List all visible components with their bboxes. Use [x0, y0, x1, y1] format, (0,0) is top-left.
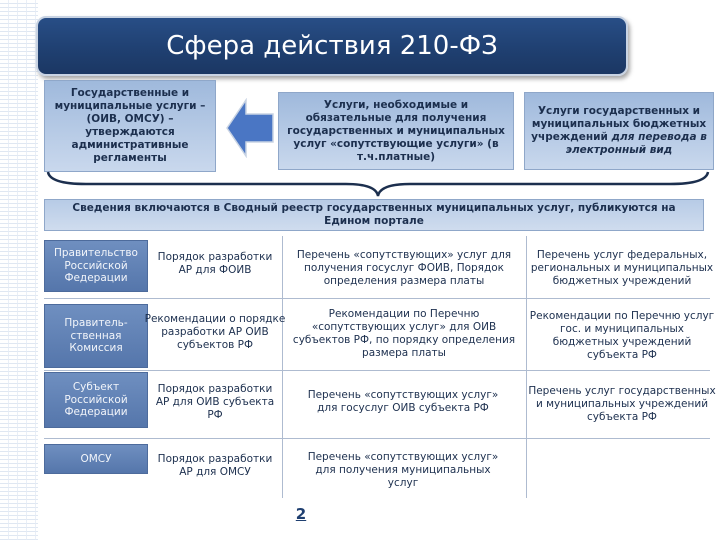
table-divider — [44, 298, 710, 299]
row-label-government: Правительство Российской Федерации — [44, 240, 148, 292]
cell-accompanying-list: Перечень «сопутствующих услуг» для госуслуг ОИВ субъекта РФ — [307, 389, 499, 414]
cell-budget-services: Рекомендации по Перечню услуг гос. и муниципальных бюджетных учреждений субъекта РФ — [529, 310, 715, 361]
row-label-omsu: ОМСУ — [44, 444, 148, 474]
brace-connector — [46, 170, 710, 198]
cell-procedure: Порядок разработки АР для ОМСУ — [157, 453, 273, 478]
row-label-federal-subject: Субъект Российской Федерации — [44, 372, 148, 428]
cell-procedure: Порядок разработки АР для ФОИВ — [157, 251, 273, 276]
box-right-plain: Услуги государственных и муниципальных бюджетных учреждений — [531, 105, 707, 143]
table-divider — [282, 236, 283, 498]
cell-procedure: Порядок разработки АР для ОИВ субъекта РФ — [155, 382, 275, 421]
box-right-italic: для перевода в электронный вид — [565, 131, 707, 156]
table-divider — [526, 236, 527, 498]
cell-budget-services: Перечень услуг федеральных, региональных и муниципальных бюджетных учреждений — [530, 248, 714, 287]
cell-accompanying-list: Перечень «сопутствующих услуг» для получения муниципальных услуг — [307, 450, 499, 489]
side-decoration-grid — [0, 0, 38, 540]
left-arrow-icon — [226, 98, 274, 158]
row-label-commission: Правитель-ственная Комиссия — [44, 304, 148, 368]
table-divider — [44, 370, 710, 371]
box-accompanying-services: Услуги, необходимые и обязательные для получения государственных и муниципальных услуг «сопутствующие услуги» (в т.ч.платные) — [278, 92, 514, 170]
box-budget-institution-services — [524, 92, 714, 170]
box-state-municipal-services: Государственные и муниципальные услуги – (ОИВ, ОМСУ) – утверждаются административные регламенты — [44, 80, 216, 172]
cell-procedure: Рекомендации о порядке разработки АР ОИВ субъектов РФ — [144, 312, 286, 351]
cell-budget-services — [528, 444, 716, 484]
table-divider — [44, 438, 710, 439]
summary-registry-note: Сведения включаются в Сводный реестр государственных муниципальных услуг, публикуются на Едином портале — [44, 199, 704, 231]
box-right-text — [531, 105, 707, 157]
cell-budget-services: Перечень услуг государственных и муниципальных учреждений субъекта РФ — [528, 384, 716, 423]
page-number: 2 — [295, 505, 307, 523]
cell-accompanying-list: Перечень «сопутствующих» услуг для получения госуслуг ФОИВ, Порядок определения размера платы — [296, 248, 512, 287]
slide-title: Сфера действия 210-ФЗ — [36, 16, 628, 76]
cell-accompanying-list: Рекомендации по Перечню «сопутствующих услуг» для ОИВ субъектов РФ, по порядку определения размера платы — [292, 308, 516, 359]
